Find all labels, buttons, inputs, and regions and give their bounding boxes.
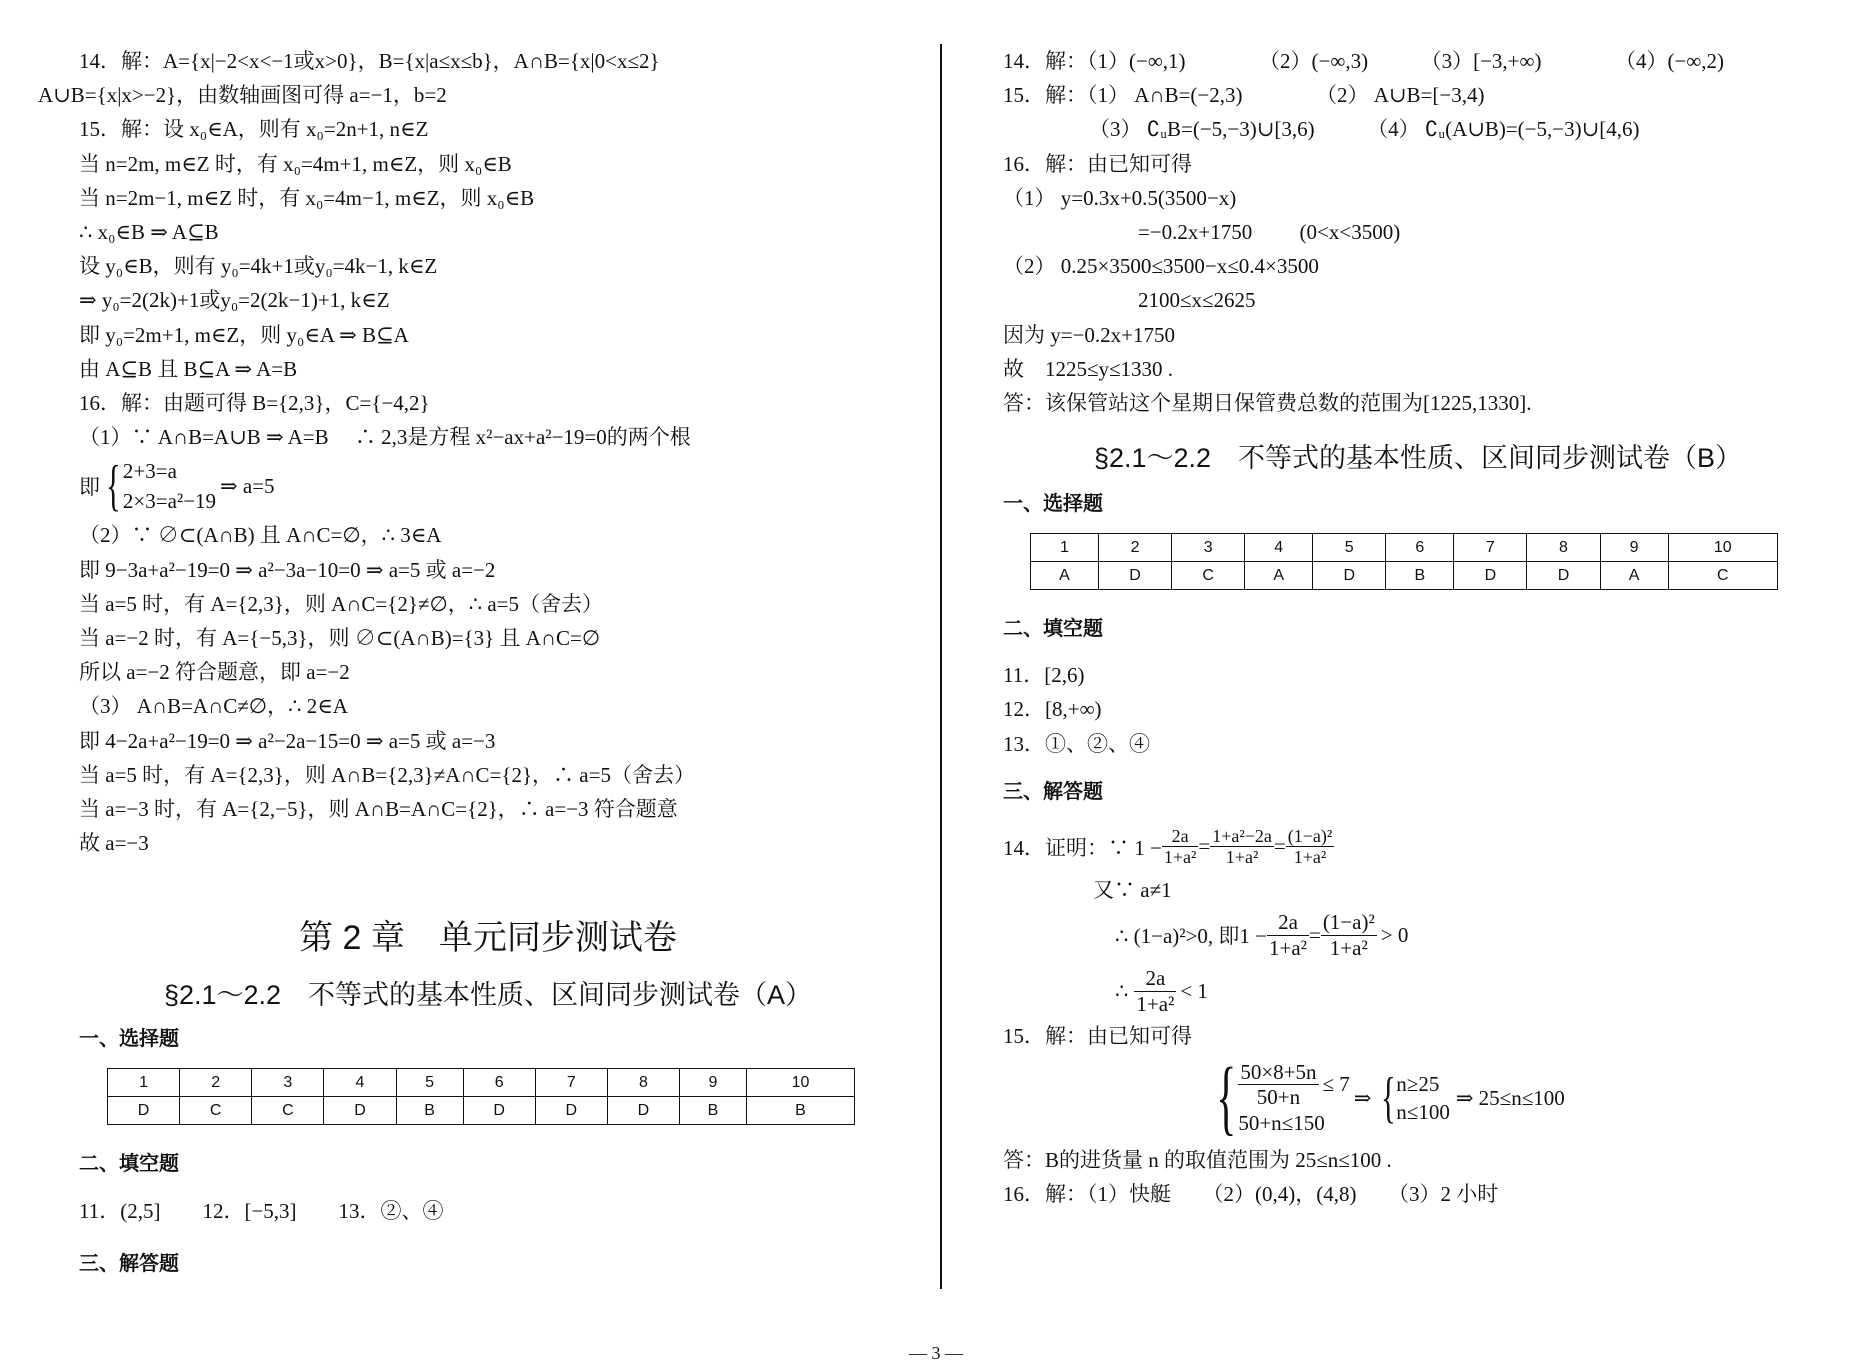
table-cell: A bbox=[1245, 562, 1313, 590]
table-cell: C bbox=[1668, 562, 1777, 590]
table-cell: D bbox=[1098, 562, 1171, 590]
table-cell: 8 bbox=[607, 1069, 679, 1097]
right-column bbox=[1003, 44, 1833, 1212]
section-title: §2.1～2.2 不等式的基本性质、区间同步测试卷（A） bbox=[163, 980, 813, 1011]
system-brace: { bbox=[1216, 1051, 1237, 1145]
answer-line: ⇒ y₀=2(2k)+1或y₀=2(2k−1)+1, k∈Z bbox=[79, 288, 390, 313]
arrow-text: ⇒ bbox=[1353, 1085, 1372, 1110]
denominator: 1+a² bbox=[1225, 847, 1259, 868]
answer-line: 即 4−2a+a²−19=0 ⇒ a²−2a−15=0 ⇒ a=5 或 a=−3 bbox=[79, 728, 496, 753]
proof-text: > 0 bbox=[1380, 922, 1409, 947]
proof-text: ∴ bbox=[1115, 978, 1129, 1003]
table-cell: D bbox=[324, 1097, 396, 1125]
table-cell: 1 bbox=[108, 1069, 180, 1097]
table-cell: 1 bbox=[1031, 534, 1099, 562]
proof-text: < 1 bbox=[1180, 978, 1208, 1003]
answer-line: 2100≤x≤2625 bbox=[1138, 288, 1256, 313]
system-brace: { bbox=[1381, 1067, 1397, 1130]
table-cell: 4 bbox=[324, 1069, 396, 1097]
table-cell: C bbox=[252, 1097, 324, 1125]
table-cell: D bbox=[535, 1097, 607, 1125]
fraction bbox=[1238, 1060, 1318, 1109]
answer-line: 15．解：设 x₀∈A，则有 x₀=2n+1, n∈Z bbox=[79, 117, 429, 142]
proof-line-3 bbox=[1003, 907, 1833, 963]
page-number: — 3 — bbox=[909, 1343, 963, 1363]
answer-line: =−0.2x+1750 (0<x<3500) bbox=[1138, 220, 1401, 245]
section-heading-fill: 二、填空题 bbox=[1003, 618, 1103, 641]
numerator: (1−a)² bbox=[1287, 825, 1333, 846]
inequality-text: n≥25 bbox=[1396, 1072, 1440, 1097]
table-cell: 7 bbox=[535, 1069, 607, 1097]
table-cell: 10 bbox=[1668, 534, 1777, 562]
column-divider bbox=[940, 44, 942, 1289]
system-prefix: 即 bbox=[79, 475, 100, 500]
proof-text: 14．证明：∵ 1 − bbox=[1003, 835, 1162, 860]
answer-line: （3） ∁ᵤB=(−5,−3)∪[3,6) （4） ∁ᵤ(A∪B)=(−5,−3)∪[4,6) bbox=[1089, 117, 1640, 142]
answer-line: A∪B={x|x>−2}，由数轴画图可得 a=−1，b=2 bbox=[38, 83, 447, 108]
fraction bbox=[1286, 826, 1335, 868]
table-row bbox=[1031, 534, 1778, 562]
table-cell: 6 bbox=[463, 1069, 535, 1097]
choice-answer-table bbox=[107, 1068, 855, 1125]
denominator: 50+n bbox=[1256, 1084, 1301, 1109]
equals-sign: = bbox=[1308, 922, 1321, 947]
denominator: 1+a² bbox=[1269, 935, 1307, 960]
table-cell: 5 bbox=[396, 1069, 463, 1097]
table-cell: D bbox=[108, 1097, 180, 1125]
table-cell: 3 bbox=[1172, 534, 1245, 562]
equals-sign: = bbox=[1273, 834, 1286, 859]
system-line: 2+3=a bbox=[122, 459, 177, 484]
answer-line: 故 1225≤y≤1330 . bbox=[1003, 356, 1174, 381]
table-cell: 8 bbox=[1527, 534, 1600, 562]
table-cell: 6 bbox=[1386, 534, 1454, 562]
answer-line: 因为 y=−0.2x+1750 bbox=[1003, 322, 1176, 347]
numerator: 2a bbox=[1267, 910, 1309, 935]
section-heading-fill: 二、填空题 bbox=[79, 1153, 179, 1176]
answer-line: 16．解：由已知可得 bbox=[1003, 151, 1192, 176]
table-cell: D bbox=[607, 1097, 679, 1125]
q16-answer: 16．解：（1）快艇 （2）(0,4)，(4,8) （3）2 小时 bbox=[1003, 1182, 1499, 1207]
right-answers-a bbox=[1003, 44, 1833, 420]
answer-line: 14．解：A={x|−2<x<−1或x>0}，B={x|a≤x≤b}，A∩B={x|0<x≤2} bbox=[79, 49, 660, 73]
answer-line: 即 9−3a+a²−19=0 ⇒ a²−3a−10=0 ⇒ a=5 或 a=−2 bbox=[79, 557, 496, 582]
answer-line: 15．解：（1） A∩B=(−2,3) （2） A∪B=[−3,4) bbox=[1003, 83, 1485, 108]
section-heading-choice: 一、选择题 bbox=[1003, 493, 1103, 516]
table-cell: 4 bbox=[1245, 534, 1313, 562]
answer-line: 当 a=5 时，有 A={2,3}，则 A∩C={2}≠∅，∴ a=5（舍去） bbox=[79, 591, 604, 616]
fraction bbox=[1321, 910, 1377, 959]
table-cell: B bbox=[747, 1097, 855, 1125]
table-row bbox=[1031, 562, 1778, 590]
left-answers-a bbox=[38, 44, 938, 454]
denominator: 1+a² bbox=[1163, 847, 1197, 868]
section-title: §2.1～2.2 不等式的基本性质、区间同步测试卷（B） bbox=[1093, 443, 1743, 474]
inequality-text: n≤100 bbox=[1396, 1100, 1450, 1125]
fill-answer: 12．[8,+∞) bbox=[1003, 697, 1102, 722]
answer-line: （1） y=0.3x+0.5(3500−x) bbox=[1003, 185, 1237, 210]
choice-answer-table bbox=[1030, 533, 1778, 590]
table-cell: 2 bbox=[1098, 534, 1171, 562]
answer-line: （2） 0.25×3500≤3500−x≤0.4×3500 bbox=[1003, 254, 1319, 279]
table-cell: D bbox=[1454, 562, 1527, 590]
proof-line-1 bbox=[1003, 821, 1833, 873]
table-cell: D bbox=[1313, 562, 1386, 590]
answer-line: 故 a=−3 bbox=[79, 831, 149, 856]
table-cell: 7 bbox=[1454, 534, 1527, 562]
table-cell: C bbox=[180, 1097, 252, 1125]
fraction bbox=[1210, 826, 1274, 868]
left-column bbox=[38, 44, 938, 1293]
denominator: 1+a² bbox=[1329, 935, 1368, 960]
answer-line: 即 y₀=2m+1, m∈Z，则 y₀∈A ⇒ B⊆A bbox=[79, 322, 409, 347]
table-cell: 9 bbox=[1600, 534, 1668, 562]
numerator: 50×8+5n bbox=[1240, 1059, 1317, 1084]
answer-line: 所以 a=−2 符合题意，即 a=−2 bbox=[79, 660, 350, 685]
answer-line: 当 n=2m−1, m∈Z 时，有 x₀=4m−1, m∈Z，则 x₀∈B bbox=[79, 185, 535, 210]
table-cell: 10 bbox=[747, 1069, 855, 1097]
answer-line: 16．解：由题可得 B={2,3}，C={−4,2} bbox=[79, 391, 430, 416]
answer-line: ∴ x₀∈B ⇒ A⊆B bbox=[79, 220, 219, 245]
table-row bbox=[108, 1097, 855, 1125]
fraction bbox=[1162, 826, 1199, 868]
chapter-title: 第 2 章 单元同步测试卷 bbox=[299, 919, 677, 958]
proof-line-2: 又∵ a≠1 bbox=[1093, 877, 1172, 902]
answer-line: 当 n=2m, m∈Z 时，有 x₀=4m+1, m∈Z，则 x₀∈B bbox=[79, 151, 512, 176]
numerator: 1+a²−2a bbox=[1212, 825, 1272, 846]
table-cell: 9 bbox=[680, 1069, 747, 1097]
inequality-text: ≤ 7 bbox=[1322, 1071, 1350, 1096]
table-cell: B bbox=[1386, 562, 1454, 590]
system-line: 2×3=a²−19 bbox=[122, 489, 217, 514]
answer-line: 当 a=−2 时，有 A={−5,3}，则 ∅⊂(A∩B)={3} 且 A∩C=∅ bbox=[79, 626, 601, 651]
numerator: 2a bbox=[1134, 966, 1176, 991]
answer-line: （1）∵ A∩B=A∪B ⇒ A=B ∴ 2,3是方程 x²−ax+a²−19=0的两个根 bbox=[79, 425, 691, 450]
numerator: 2a bbox=[1162, 826, 1199, 848]
q15-system bbox=[1003, 1053, 1833, 1143]
table-cell: 3 bbox=[252, 1069, 324, 1097]
table-cell: A bbox=[1031, 562, 1099, 590]
proof-line-4 bbox=[1003, 963, 1833, 1019]
q15-heading: 15．解：由已知可得 bbox=[1003, 1024, 1192, 1049]
table-cell: 5 bbox=[1313, 534, 1386, 562]
answer-line: 当 a=5 时，有 A={2,3}，则 A∩B={2,3}≠A∩C={2}，∴ a=5（舍去） bbox=[79, 762, 695, 787]
table-cell: D bbox=[1527, 562, 1600, 590]
table-cell: A bbox=[1600, 562, 1668, 590]
answer-line: 14．解：（1）(−∞,1) （2）(−∞,3) （3）[−3,+∞) （4）(−∞,2) bbox=[1003, 49, 1725, 73]
numerator: (1−a)² bbox=[1322, 910, 1375, 935]
proof-text: ∴ (1−a)²>0, 即1 − bbox=[1115, 924, 1267, 949]
table-cell: C bbox=[1172, 562, 1245, 590]
denominator: 1+a² bbox=[1136, 991, 1175, 1016]
q15-answer: 答：B的进货量 n 的取值范围为 25≤n≤100 . bbox=[1003, 1148, 1392, 1173]
section-heading-solve: 三、解答题 bbox=[79, 1253, 179, 1276]
table-cell: D bbox=[463, 1097, 535, 1125]
system-result: ⇒ a=5 bbox=[220, 473, 275, 498]
table-cell: 2 bbox=[180, 1069, 252, 1097]
result-text: ⇒ 25≤n≤100 bbox=[1455, 1085, 1565, 1110]
fill-answers: 11．(2,5] 12．[−5,3] 13．②、④ bbox=[79, 1199, 444, 1224]
answer-line: （2）∵ ∅⊂(A∩B) 且 A∩C=∅，∴ 3∈A bbox=[79, 523, 442, 548]
fill-answer: 13．①、②、④ bbox=[1003, 731, 1150, 756]
fraction bbox=[1134, 966, 1176, 1015]
table-cell: B bbox=[680, 1097, 747, 1125]
table-row bbox=[108, 1069, 855, 1097]
system-brace: { bbox=[106, 455, 121, 518]
section-heading-solve: 三、解答题 bbox=[1003, 780, 1103, 803]
inequality-text: 50+n≤150 bbox=[1238, 1110, 1325, 1135]
equation-system bbox=[38, 454, 938, 518]
answer-line: 当 a=−3 时，有 A={2,−5}，则 A∩B=A∩C={2}，∴ a=−3 符合题意 bbox=[79, 797, 678, 822]
fraction bbox=[1267, 910, 1309, 959]
answer-line: （3） A∩B=A∩C≠∅，∴ 2∈A bbox=[79, 694, 348, 719]
answer-line: 由 A⊆B 且 B⊆A ⇒ A=B bbox=[79, 356, 298, 381]
fill-answer: 11．[2,6) bbox=[1003, 663, 1085, 688]
table-cell: B bbox=[396, 1097, 463, 1125]
equals-sign: = bbox=[1198, 834, 1211, 859]
section-heading-choice: 一、选择题 bbox=[79, 1028, 179, 1051]
answer-line: 答：该保管站这个星期日保管费总数的范围为[1225,1330]. bbox=[1003, 391, 1532, 416]
denominator: 1+a² bbox=[1293, 847, 1327, 868]
answer-line: 设 y₀∈B，则有 y₀=4k+1或y₀=4k−1, k∈Z bbox=[79, 254, 438, 279]
left-answers-b bbox=[38, 518, 938, 860]
